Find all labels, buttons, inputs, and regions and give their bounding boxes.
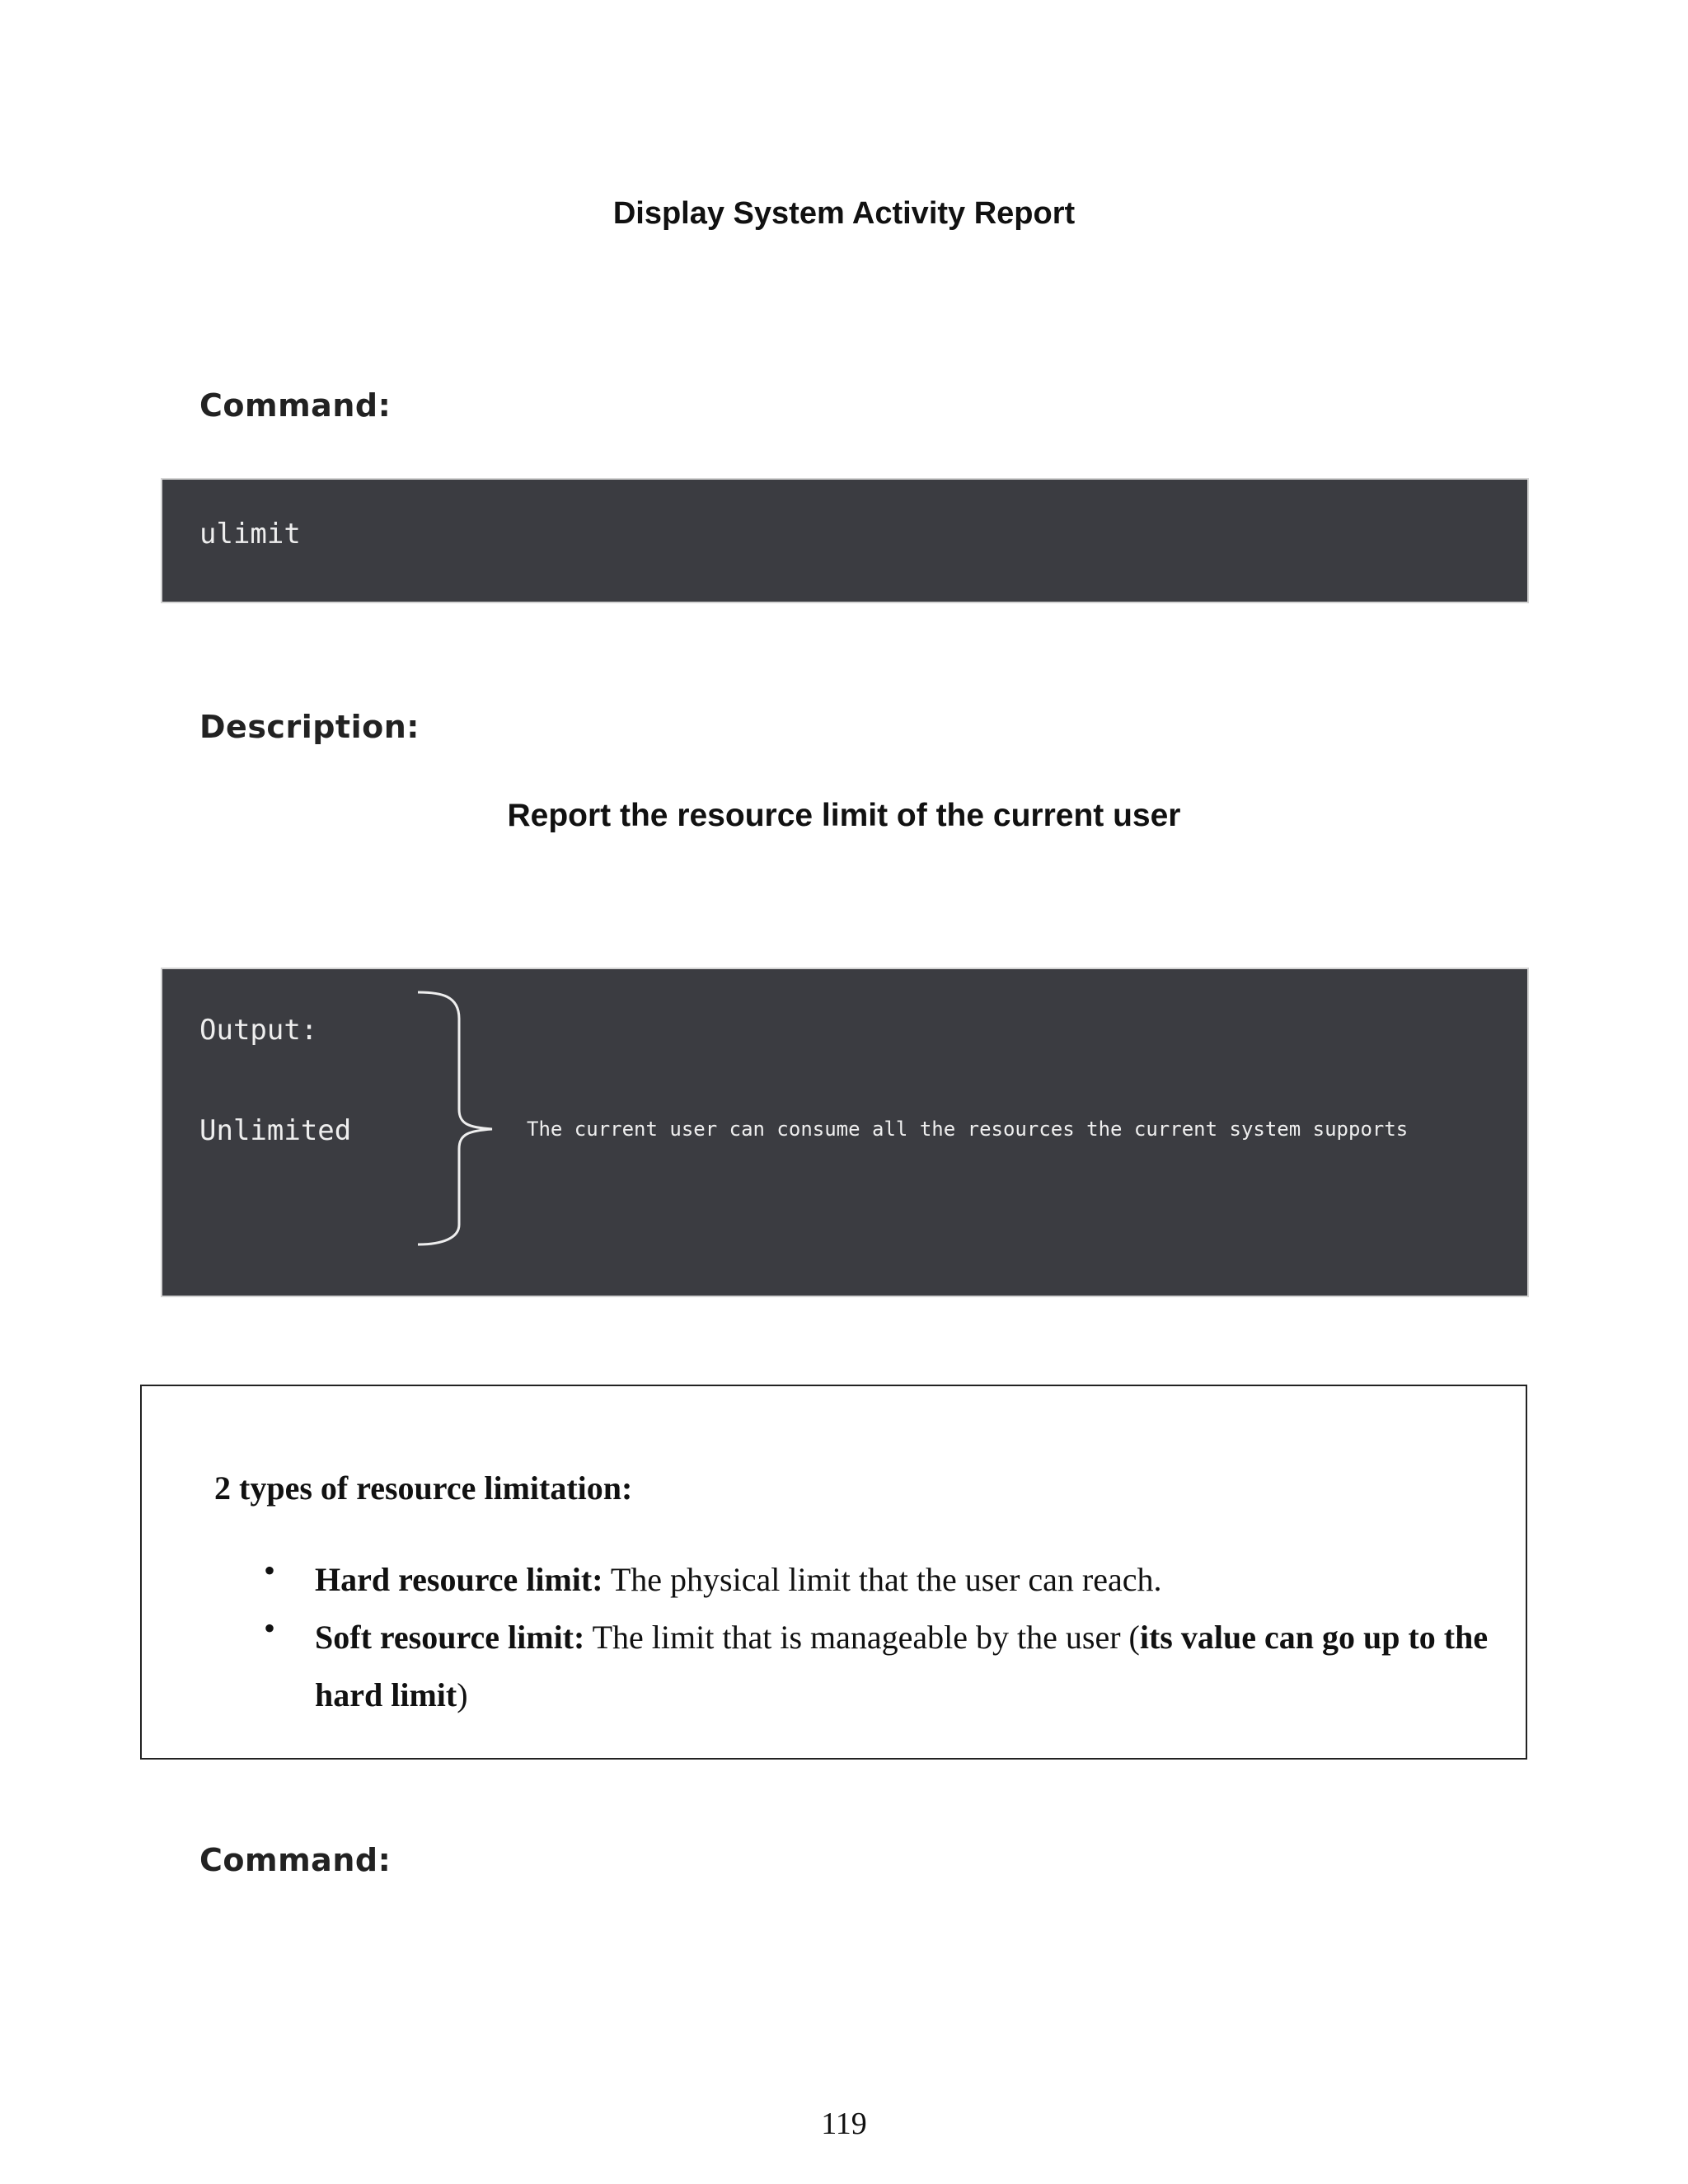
output-value: Unlimited bbox=[199, 1114, 352, 1147]
description-heading: Description: bbox=[199, 709, 420, 745]
bullet-icon: • bbox=[264, 1552, 276, 1589]
command-heading-2: Command: bbox=[199, 1842, 392, 1878]
soft-limit-emphasis: its value can go up to the hard limit bbox=[315, 1619, 1489, 1713]
hard-limit-text: The physical limit that the user can reach. bbox=[603, 1561, 1162, 1598]
soft-limit-text: The limit that is manageable by the user ( bbox=[584, 1619, 1140, 1656]
page-number: 119 bbox=[821, 2107, 867, 2141]
bullet-icon: • bbox=[264, 1610, 276, 1647]
hard-limit-term: Hard resource limit: bbox=[315, 1561, 603, 1598]
output-annotation: The current user can consume all the resources the current system supports bbox=[527, 1118, 1409, 1141]
output-code-block bbox=[161, 968, 1529, 1297]
command-text: ulimit bbox=[199, 518, 301, 551]
output-label: Output: bbox=[199, 1014, 318, 1047]
curly-brace-icon bbox=[418, 986, 500, 1249]
list-item-hard-limit bbox=[315, 1551, 1502, 1609]
list-item-soft-limit bbox=[315, 1609, 1502, 1724]
description-text: Report the resource limit of the current user bbox=[507, 798, 1181, 833]
note-heading: 2 types of resource limitation: bbox=[214, 1469, 633, 1507]
page-title: Display System Activity Report bbox=[612, 196, 1076, 231]
soft-limit-term: Soft resource limit: bbox=[315, 1619, 585, 1656]
note-box bbox=[140, 1385, 1527, 1760]
command-heading: Command: bbox=[199, 387, 392, 424]
command-code-block bbox=[161, 478, 1529, 603]
soft-limit-tail: ) bbox=[457, 1676, 468, 1713]
